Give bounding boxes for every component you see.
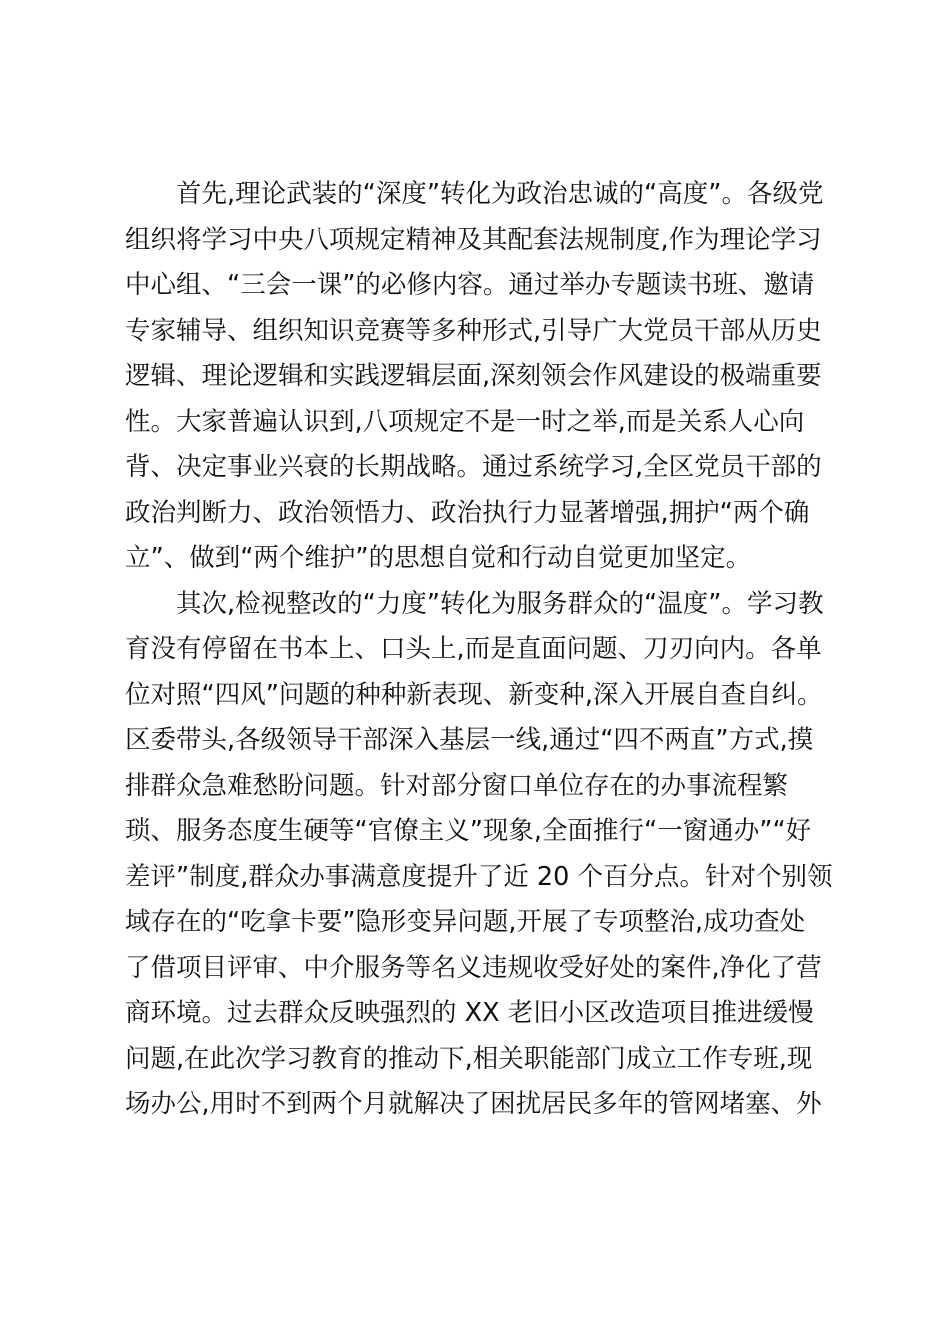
paragraph-line: 政治判断力、政治领悟力、政治执行力显著增强,拥护“两个确 — [125, 497, 810, 528]
paragraph-line: 组织将学习中央八项规定精神及其配套法规制度,作为理论学习 — [125, 224, 822, 255]
paragraph-line: 中心组、“三会一课”的必修内容。通过举办专题读书班、邀请 — [125, 270, 815, 300]
paragraph-line: 区委带头,各级领导干部深入基层一线,通过“四不两直”方式,摸 — [125, 725, 814, 755]
paragraph-line: 商环境。过去群众反映强烈的 XX 老旧小区改造项目推进缓慢 — [125, 998, 814, 1028]
line-text: 其次,检视整改的“力度”转化为服务群众的“温度”。学习教 — [176, 588, 824, 619]
paragraph-line: 育没有停留在书本上、口头上,而是直面问题、刀刃向内。各单 — [125, 634, 822, 664]
paragraph-line: 专家辅导、组织知识竞赛等多种形式,引导广大党员干部从历史 — [125, 315, 822, 346]
paragraph-line: 差评”制度,群众办事满意度提升了近 20 个百分点。针对个别领 — [125, 861, 833, 892]
paragraph-line: 性。大家普遍认识到,八项规定不是一时之举,而是关系人心向 — [125, 406, 805, 437]
paragraph-line: 背、决定事业兴衰的长期战略。通过系统学习,全区党员干部的 — [125, 452, 822, 482]
paragraph-line: 问题,在此次学习教育的推动下,相关职能部门成立工作专班,现 — [125, 1043, 813, 1074]
paragraph-line: 琐、服务态度生硬等“官僚主义”现象,全面推行“一窗通办”“好 — [125, 816, 812, 846]
line-text: 首先,理论武装的“深度”转化为政治忠诚的“高度”。各级党 — [176, 179, 824, 209]
paragraph-line: 域存在的“吃拿卡要”隐形变异问题,开展了专项整治,成功查处 — [125, 907, 806, 937]
paragraph-line: 立”、做到“两个维护”的思想自觉和行动自觉更加坚定。 — [125, 543, 752, 573]
paragraph-line: 排群众急难愁盼问题。针对部分窗口单位存在的办事流程繁 — [125, 770, 789, 801]
paragraph-2 — [125, 582, 833, 1128]
document-body — [125, 172, 833, 1128]
paragraph-line: 位对照“四风”问题的种种新表现、新变种,深入开展自查自纠。 — [125, 679, 823, 710]
paragraph-1 — [125, 172, 830, 582]
paragraph-line — [125, 582, 830, 628]
paragraph-line: 场办公,用时不到两个月就解决了困扰居民多年的管网堵塞、外 — [125, 1089, 822, 1119]
paragraph-line: 了借项目评审、中介服务等名义违规收受好处的案件,净化了营 — [125, 952, 822, 983]
paragraph-line: 逻辑、理论逻辑和实践逻辑层面,深刻领会作风建设的极端重要 — [125, 361, 822, 391]
paragraph-line — [125, 172, 830, 218]
